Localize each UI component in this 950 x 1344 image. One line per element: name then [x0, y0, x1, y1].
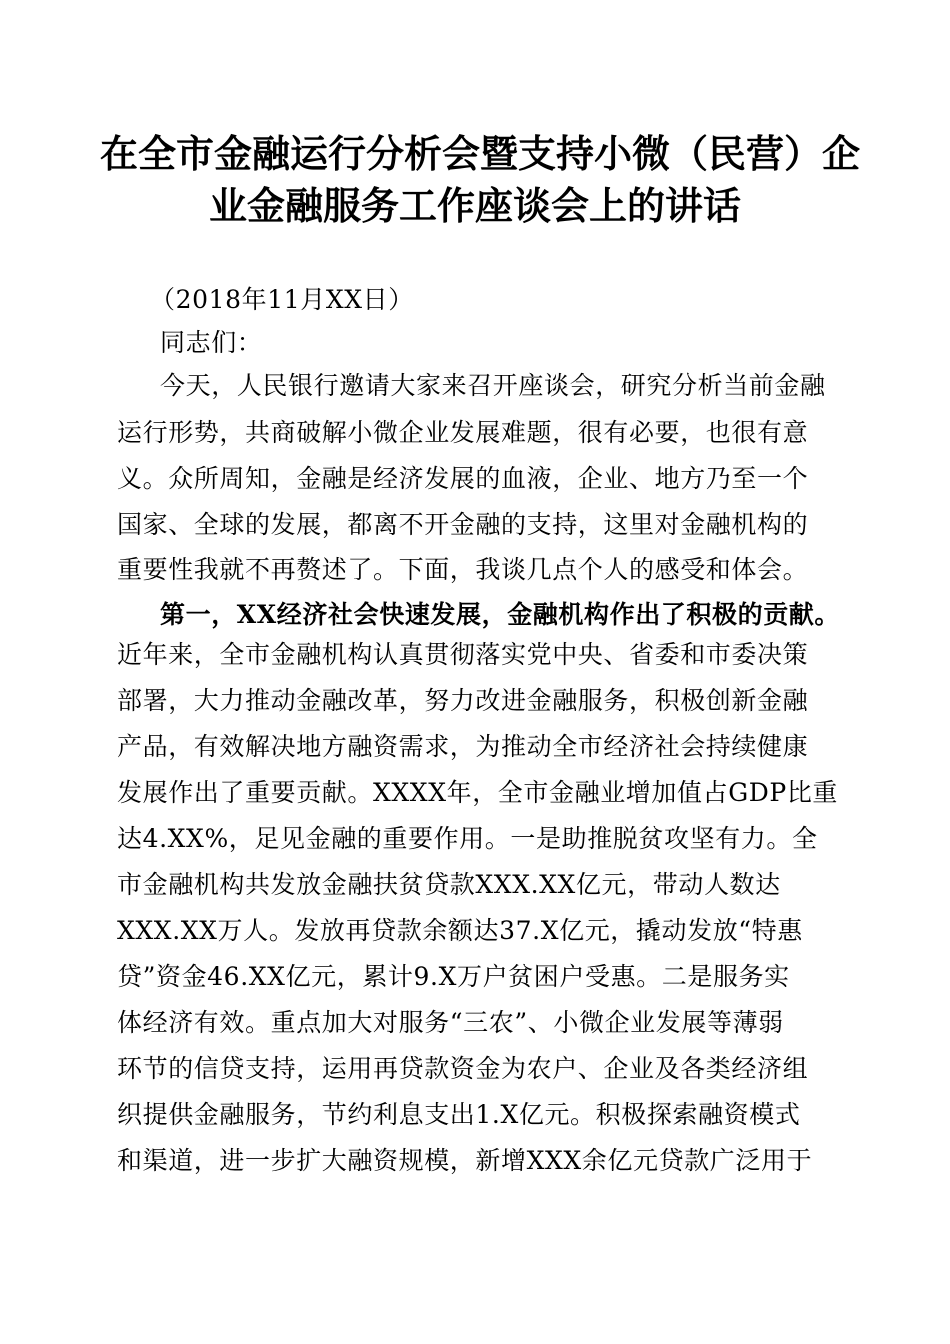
- body-line: 近年来，全市金融机构认真贯彻落实党中央、省委和市委决策: [117, 640, 809, 669]
- body-line: 产品，有效解决地方融资需求，为推动全市经济社会持续健康: [117, 732, 809, 761]
- body-line: 运行形势，共商破解小微企业发展难题，很有必要，也很有意: [117, 418, 809, 447]
- speech-date: （2018年11月XX日）: [150, 285, 414, 314]
- body-line: 部署，大力推动金融改革，努力改进金融服务，积极创新金融: [117, 686, 809, 715]
- body-line: 贷”资金46.XX亿元，累计9.X万户贫困户受惠。二是服务实: [117, 962, 790, 991]
- body-line: 体经济有效。重点加大对服务“三农”、小微企业发展等薄弱: [117, 1008, 784, 1037]
- body-line: 发展作出了重要贡献。XXXX年，全市金融业增加值占GDP比重: [117, 778, 839, 807]
- salutation: 同志们：: [160, 328, 263, 357]
- body-line: XXX.XX万人。发放再贷款余额达37.X亿元，撬动发放“特惠: [117, 916, 803, 945]
- body-line: 义。众所周知，金融是经济发展的血液，企业、地方乃至一个: [117, 464, 809, 493]
- body-line: 达4.XX%，足见金融的重要作用。一是助推脱贫攻坚有力。全: [117, 824, 818, 853]
- document-title: [100, 128, 861, 232]
- body-line: 和渠道，进一步扩大融资规模，新增XXX余亿元贷款广泛用于: [117, 1146, 813, 1175]
- title-line-2: 业金融服务工作座谈会上的讲话: [208, 184, 741, 228]
- body-line: 重要性我就不再赘述了。下面，我谈几点个人的感受和体会。: [117, 555, 809, 584]
- body-line: 今天，人民银行邀请大家来召开座谈会，研究分析当前金融: [160, 371, 826, 400]
- section-heading-first: 第一，XX经济社会快速发展，金融机构作出了积极的贡献。: [160, 600, 840, 629]
- title-line-1: 在全市金融运行分析会暨支持小微（民营）企: [100, 132, 861, 176]
- body-line: 市金融机构共发放金融扶贫贷款XXX.XX亿元，带动人数达: [117, 870, 781, 899]
- body-line: 环节的信贷支持，运用再贷款资金为农户、企业及各类经济组: [117, 1054, 809, 1083]
- body-line: 国家、全球的发展，都离不开金融的支持，这里对金融机构的: [117, 510, 809, 539]
- body-line: 织提供金融服务，节约利息支出1.X亿元。积极探索融资模式: [117, 1100, 801, 1129]
